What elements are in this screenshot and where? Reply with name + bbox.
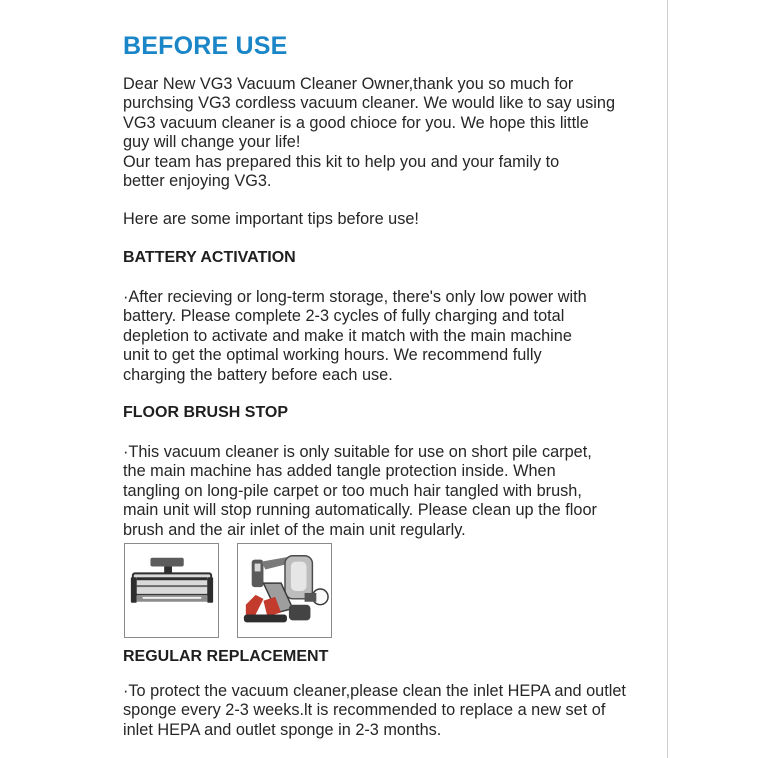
text-line: unit to get the optimal working hours. We recommend fully — [123, 346, 542, 365]
tips-line: Here are some important tips before use! — [123, 210, 419, 228]
text-line: sponge every 2-3 weeks.lt is recommended to replace a new set of — [123, 701, 606, 720]
floor-brush-stop-heading: FLOOR BRUSH STOP — [123, 404, 289, 421]
intro-line: Dear New VG3 Vacuum Cleaner Owner,thank you so much for — [123, 75, 574, 93]
text-line: ·This vacuum cleaner is only suitable for use on short pile carpet, — [123, 443, 592, 461]
intro-line: guy will change your life! — [123, 133, 301, 152]
text-line: ·To protect the vacuum cleaner,please clean the inlet HEPA and outlet — [123, 682, 626, 700]
intro-line: VG3 vacuum cleaner is a good chioce for you. We hope this little — [123, 113, 589, 132]
floor-brush-figure — [124, 543, 219, 638]
battery-activation-heading: BATTERY ACTIVATION — [123, 249, 296, 266]
page-edge-divider — [667, 0, 668, 758]
text-line: main unit will stop running automatically. Please clean up the floor — [123, 501, 597, 520]
text-line: inlet HEPA and outlet sponge in 2-3 months. — [123, 720, 442, 739]
text-line: depletion to activate and make it match with the main machine — [123, 326, 572, 345]
regular-replacement-text — [123, 682, 626, 740]
floor-brush-icon — [125, 544, 218, 637]
regular-replacement-heading: REGULAR REPLACEMENT — [123, 648, 329, 665]
battery-activation-text — [123, 288, 587, 385]
intro-line: better enjoying VG3. — [123, 172, 272, 191]
text-line: tangling on long-pile carpet or too much hair tangled with brush, — [123, 481, 582, 500]
text-line: the main machine has added tangle protection inside. When — [123, 462, 556, 481]
intro-line: Our team has prepared this kit to help you and your family to — [123, 152, 560, 171]
text-line: battery. Please complete 2-3 cycles of fully charging and total — [123, 307, 565, 326]
floor-brush-stop-text — [123, 443, 597, 540]
text-line: charging the battery before each use. — [123, 365, 393, 384]
main-unit-figure — [237, 543, 332, 638]
text-line: ·After recieving or long-term storage, there's only low power with — [123, 288, 587, 306]
page-title: BEFORE USE — [123, 32, 288, 60]
intro-line: purchsing VG3 cordless vacuum cleaner. We would like to say using — [123, 94, 615, 113]
intro-paragraph — [123, 75, 615, 191]
text-line: brush and the air inlet of the main unit regularly. — [123, 520, 466, 539]
vacuum-main-unit-icon — [238, 544, 331, 637]
